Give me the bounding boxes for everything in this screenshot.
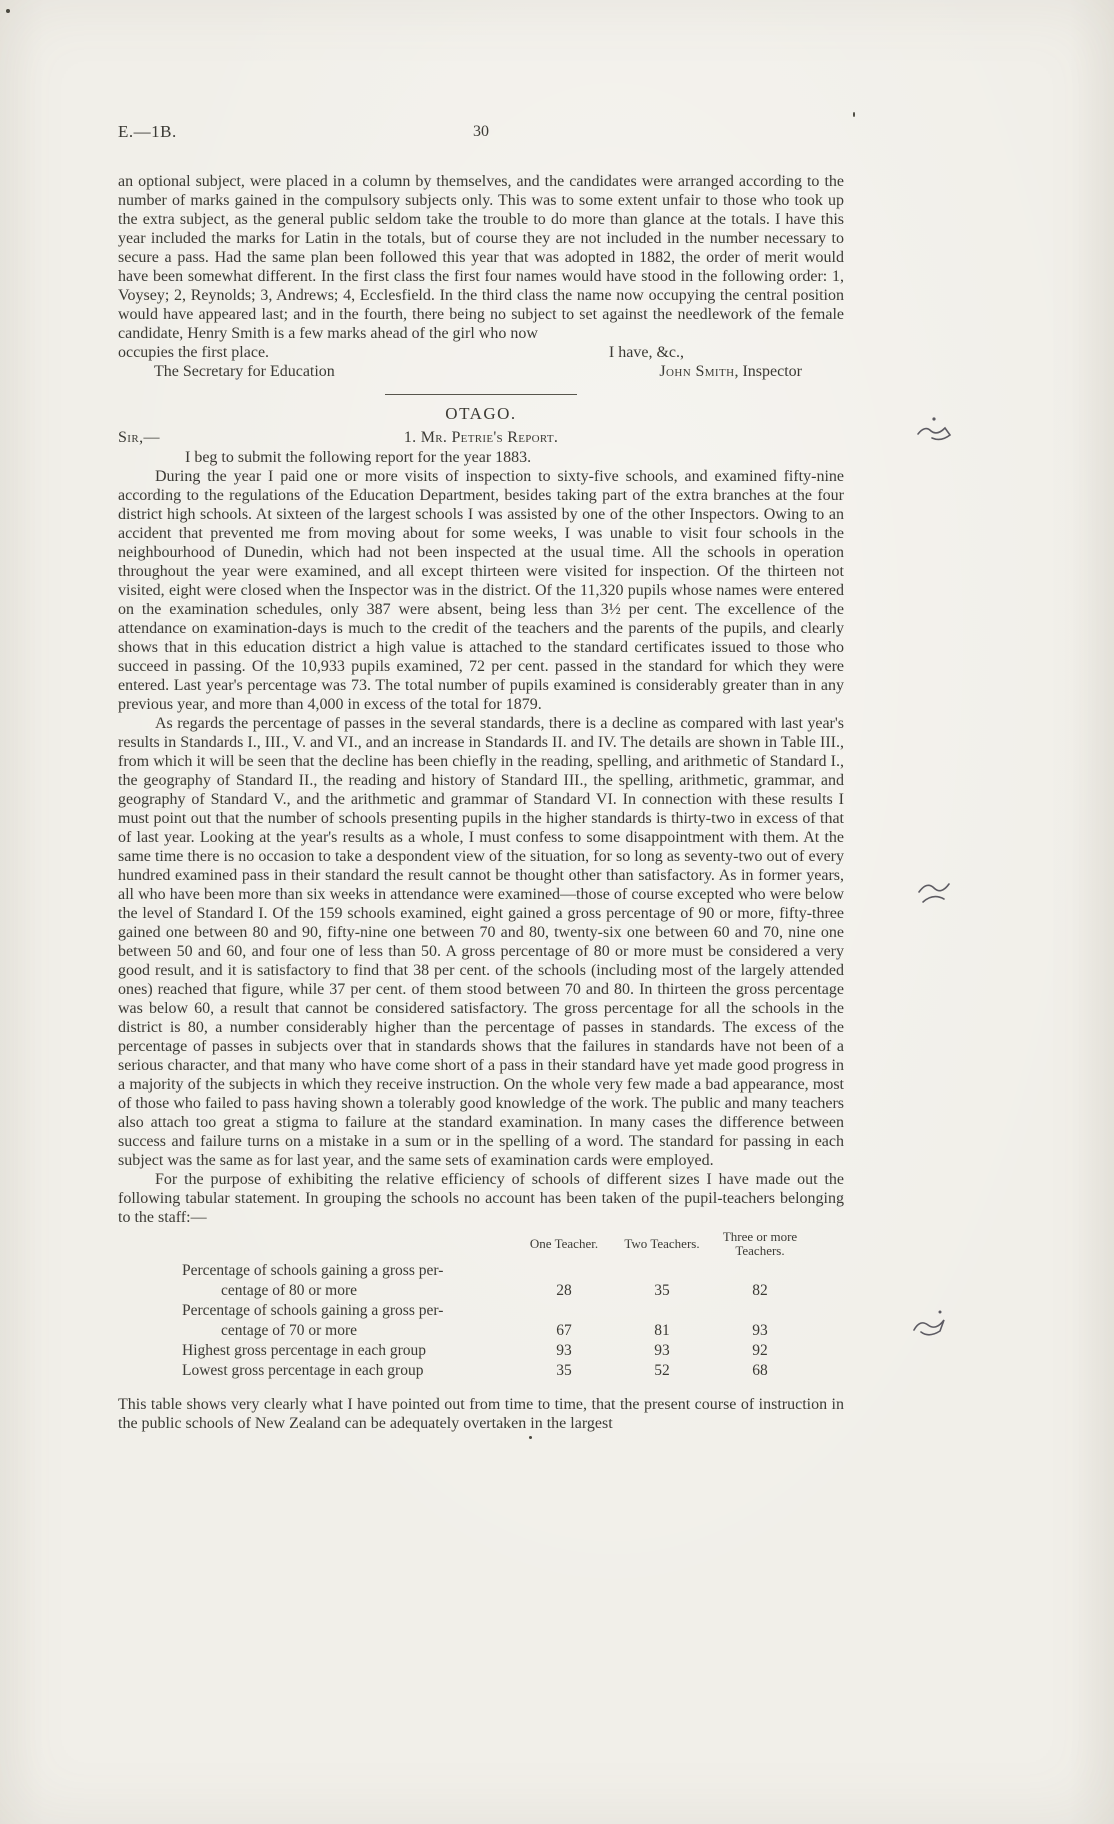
section-title: OTAGO. (445, 404, 517, 423)
handwritten-mark (908, 1306, 954, 1346)
handwritten-mark (915, 876, 957, 912)
paragraph-last-line: occupies the first place. (118, 344, 270, 361)
section-divider (385, 394, 577, 395)
report-paragraph-3: For the purpose of exhibiting the relative efficiency of schools of different sizes I have made out the following tabular statement. In grouping the schools no account has been taken of the pupil-teachers belonging to the staff:— (118, 1171, 844, 1226)
cell-three-or-more: 92 (752, 1342, 768, 1359)
row-label-line: Highest gross percentage in each group (182, 1342, 427, 1359)
cell-one-teacher: 35 (556, 1362, 572, 1379)
report-paragraph-2: As regards the percentage of passes in the several standards, there is a decline as compared with last year's results in Standards I., III., V. and VI., and an increase in Standards II. and IV. The details are shown in Table III., from which it will be seen that the decline has been chiefly in the reading, spelling, and arithmetic of Standard I., the geography of Standard II., the reading and history of Standard III., the spelling, arithmetic, grammar, and geography of Standard V., and the arithmetic and grammar of Standard VI. In connection with these results I must point out that the number of schools presenting pupils in the higher standards is thirty-two in excess of that of last year. Looking at the year's results as a whole, I must confess to some disappointment with them. At the same time there is no occasion to take a despondent view of the situation, for so long as seventy-two out of every hundred examined pass in their standard the result cannot be thought other than satisfactory. As in former years, all who have been more than six weeks in attendance were examined—those of course excepted who were below the level of Standard I. Of the 159 schools examined, eight gained a gross percentage of 90 or more, fifty-three gained one between 80 and 90, fifty-nine one between 70 and 80, twenty-six one between 60 and 70, nine one between 50 and 60, and four one of less than 50. A gross percentage of 80 or more must be considered a very good result, and it is satisfactory to find that 38 per cent. of the schools (including most of the largely attended ones) reached that figure, while 37 per cent. of them stood between 70 and 80. In thirteen the gross percentage was below 60, a result that cannot be considered satisfactory. The gross percentage for all the schools in the district is 80, a number considerably higher than the percentage of passes in standards. The excess of the percentage of passes in subjects over that in standards shows that the failures in standards have not been of a serious character, and that many who have come short of a pass in their standard have yet made good progress in a majority of the subjects in which they receive instruction. On the whole very few made a bad appearance, most of those who failed to pass having shown a tolerably good knowledge of the work. The public and many teachers also attach too great a stigma to failure at the standard examination. In many cases the difference between success and failure turns on a mistake in a sum or in the spelling of a word. The standard for passing in each subject was the same as for last year, and the same sets of examination cards were employed. (118, 715, 844, 1169)
column-header-two-teachers: Two Teachers. (624, 1236, 700, 1251)
signature-line (118, 362, 844, 381)
report-paragraph-1: During the year I paid one or more visits of inspection to sixty-five schools, and examined fifty-nine according to the regulations of the Education Department, besides taking part of the extra branches at the four district high schools. At sixteen of the largest schools I was assisted by one of the other Inspectors. Owing to an accident that prevented me from moving about for some weeks, I was unable to visit four schools in the neighbourhood of Dunedin, which had not been inspected at the usual time. All the schools in operation throughout the year were examined, and all except thirteen were visited for inspection. Of the thirteen not visited, eight were closed when the Inspector was in the district. Of the 11,320 pupils whose names were entered on the examination schedules, only 387 were absent, being less than 3½ per cent. The excellence of the attendance on examination-days is much to the credit of the teachers and the parents of the pupils, and clearly shows that in this education district a high value is attached to the standard certificates issued to those who succeed in passing. Of the 10,933 pupils examined, 72 per cent. passed in the standard for which they were entered. Last year's percentage was 73. The total number of pupils examined is considerably greater than in any previous year, and more than 4,000 in excess of the total for 1879. (118, 468, 844, 713)
table-row (182, 1301, 809, 1341)
continuation-paragraph: an optional subject, were placed in a column by themselves, and the candidates were arranged according to the number of marks gained in the compulsory subjects only. This was to some extent unfair to those who took up the extra subject, as the general public seldom take the trouble to do more than glance at the totals. I have this year included the marks for Latin in the totals, but of course they are not included in the number necessary to secure a pass. Had the same plan been followed this year that was adopted in 1882, the order of merit would have been somewhat different. In the first class the first four names would have stood in the following order: 1, Voysey; 2, Reynolds; 3, Andrews; 4, Ecclesfield. In the third class the name now occupying the central position would have appeared last; and in the fourth, there being no subject to set against the needlework of the female candidate, Henry Smith is a few marks ahead of the girl who now (118, 173, 844, 342)
row-label (182, 1361, 515, 1381)
cell-three-or-more: 68 (752, 1362, 768, 1379)
column-header-one-teacher: One Teacher. (529, 1236, 599, 1251)
row-label (182, 1261, 515, 1301)
statistics-table (182, 1230, 809, 1381)
table-header-row (182, 1230, 809, 1258)
table-row (182, 1261, 809, 1301)
signature-name: John Smith (659, 363, 735, 380)
row-label (182, 1341, 515, 1361)
page-header (118, 122, 844, 146)
scan-speck (6, 9, 10, 13)
signature (659, 362, 802, 381)
report-heading-line (118, 427, 844, 448)
row-label-line: centage of 70 or more (221, 1322, 357, 1339)
cell-one-teacher: 28 (556, 1282, 572, 1299)
closing-paragraph: This table shows very clearly what I have pointed out from time to time, that the present course of instruction in the public schools of New Zealand can be adequately overtaken in the largest (118, 1396, 844, 1432)
cell-one-teacher: 93 (556, 1342, 572, 1359)
text-block (118, 122, 844, 1433)
page-number: 30 (473, 123, 489, 140)
cell-two-teachers: 52 (654, 1362, 670, 1379)
cell-two-teachers: 93 (654, 1342, 670, 1359)
doc-reference: E.—1B. (118, 122, 177, 141)
row-label-line: centage of 80 or more (221, 1282, 357, 1299)
row-label-line: Lowest gross percentage in each group (182, 1362, 424, 1379)
cell-two-teachers: 81 (654, 1322, 670, 1339)
salutation: Sir,— (118, 429, 160, 446)
valediction: I have, &c., (608, 344, 684, 361)
row-label-line: Percentage of schools gaining a gross per- (182, 1302, 444, 1319)
report-heading: 1. Mr. Petrie's Report. (403, 429, 559, 446)
signature-title: , Inspector (734, 363, 802, 380)
valediction-line (118, 343, 844, 362)
cell-two-teachers: 35 (654, 1282, 670, 1299)
row-label-line: Percentage of schools gaining a gross per- (182, 1262, 444, 1279)
column-header-three-or-more: Three or more Teachers. (722, 1229, 798, 1258)
cell-three-or-more: 82 (752, 1282, 768, 1299)
cell-three-or-more: 93 (752, 1322, 768, 1339)
handwritten-mark (912, 412, 958, 448)
table-row (182, 1341, 809, 1361)
cell-one-teacher: 67 (556, 1322, 572, 1339)
row-label (182, 1301, 515, 1341)
table-row (182, 1361, 809, 1381)
scan-speck (529, 1436, 532, 1439)
scan-speck (853, 112, 855, 117)
addressee: The Secretary for Education (154, 363, 335, 380)
opening-line: I beg to submit the following report for the year 1883. (185, 449, 532, 466)
